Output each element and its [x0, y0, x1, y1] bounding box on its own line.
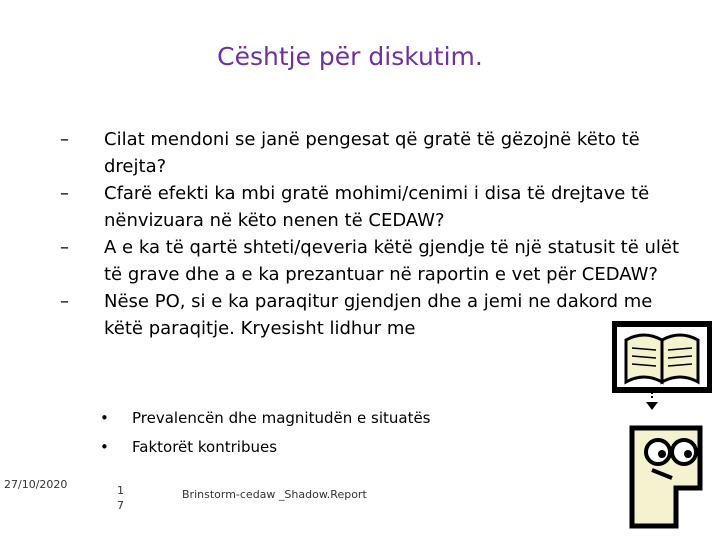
sub-bullet-list [100, 404, 431, 462]
thinking-face-icon [632, 428, 700, 526]
page-number-line-1: 1 [117, 484, 124, 497]
page-number [117, 483, 127, 513]
bullet-item-1 [60, 126, 680, 180]
bullet-dot: • [100, 438, 109, 456]
sub-bullet-text: Faktorët kontribues [132, 438, 278, 456]
bullet-text: Cilat mendoni se janë pengesat që gratë të gëzojnë këto të drejta? [104, 129, 640, 177]
sub-bullet-item-1 [100, 404, 431, 433]
page-number-line-2: 7 [117, 499, 124, 512]
sub-bullet-item-2 [100, 433, 431, 462]
book-and-thinker-graphic [612, 320, 712, 532]
bullet-text: A e ka të qartë shteti/qeveria këtë gjendje të një statusit të ulët të grave dhe a e ka prezantuar në raportin e vet për CEDAW? [104, 237, 680, 285]
bullet-text: Cfarë efekti ka mbi gratë mohimi/cenimi i disa të drejtave të nënvizuara në këto nenen të CEDAW? [104, 183, 650, 231]
bullet-list [60, 126, 680, 342]
dash-marker: – [60, 291, 69, 312]
dash-marker: – [60, 129, 69, 150]
sub-bullet-text: Prevalencën dhe magnitudën e situatës [132, 409, 431, 427]
footer-date: 27/10/2020 [4, 478, 68, 491]
bullet-item-2 [60, 180, 680, 234]
dash-marker: – [60, 183, 69, 204]
bullet-dot: • [100, 409, 109, 427]
dash-marker: – [60, 237, 69, 258]
bullet-item-3 [60, 234, 680, 288]
footer-note: Brinstorm-cedaw _Shadow.Report [182, 488, 367, 501]
bullet-item-4 [60, 288, 680, 342]
bullet-text: Nëse PO, si e ka paraqitur gjendjen dhe a jemi ne dakord me këtë paraqitje. Kryesisht lidhur me [104, 291, 653, 339]
slide-title: Cështje për diskutim. [217, 42, 483, 71]
open-book-icon [614, 324, 710, 390]
arrow-down-icon [646, 392, 658, 410]
